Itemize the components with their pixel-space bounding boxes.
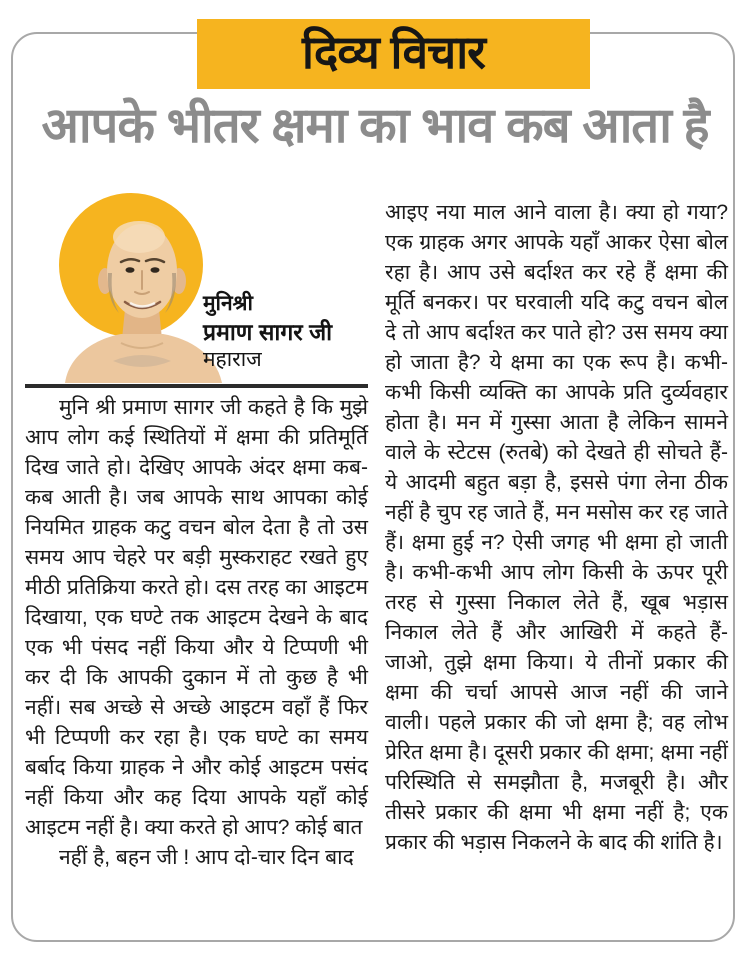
author-photo-block: [25, 192, 368, 384]
article-paragraph-right-1: आइए नया माल आने वाला है। क्या हो गया? एक ग्राहक अगर आपके यहाँ आकर ऐसा बोल रहा है। आप उसे बर्दाश्त कर रहे हैं क्षमा की मूर्ति बनकर। पर घरवाली यदि कटु वचन बोल दे तो आप बर्दाश्त कर पाते हो? उस समय क्या हो जाता है? ये क्षमा का एक रूप है। कभी-कभी किसी व्यक्ति का आपके प्रति दुर्व्यवहार होता है। मन में गुस्सा आता है लेकिन सामने वाले के स्टेटस (रुतबे) को देखते ही सोचते हैं- ये आदमी बहुत बड़ा है, इससे पंगा लेना ठीक नहीं है चुप रह जाते हैं, मन मसोस कर रह जाते हैं। क्षमा हुई न? ऐसी जगह भी क्षमा हो जाती है। कभी-कभी आप लोग किसी के ऊपर पूरी तरह से गुस्सा निकाल लेते हैं, खूब भड़ास निकाल लेते हैं और आखिरी में कहते हैं- जाओ, तुझे क्षमा किया। ये तीनों प्रकार की क्षमा की चर्चा आपसे आज नहीं की जाने वाली। पहले प्रकार की जो क्षमा है; वह लोभ प्रेरित क्षमा है। दूसरी प्रकार की क्षमा; क्षमा नहीं परिस्थिति से समझौता है, मजबूरी है। और तीसरे प्रकार की क्षमा भी क्षमा नहीं है; एक प्रकार की भड़ास निकलने के बाद की शांति है।: [385, 201, 728, 854]
article-paragraph-left-2: नहीं है, बहन जी ! आप दो-चार दिन बाद: [59, 846, 354, 869]
author-name: प्रमाण सागर जी: [203, 319, 333, 345]
article-paragraph-left-1: मुनि श्री प्रमाण सागर जी कहते है कि मुझे आप लोग कई स्थितियों में क्षमा की प्रतिमूर्ति दिख जाते हो। देखिए आपके अंदर क्षमा कब-कब आती है। जब आपके साथ आपका कोई नियमित ग्राहक कटु वचन बोल देता है तो उस समय आप चेहरे पर बड़ी मुस्कराहट रखते हुए मीठी प्रतिक्रिया करते हो। दस तरह का आइटम दिखाया, एक घण्टे तक आइटम देखने के बाद एक भी पंसद नहीं किया और ये टिप्पणी भी कर दी कि आपकी दुकान में तो कुछ है भी नहीं। सब अच्छे से अच्छे आइटम वहाँ हैं फिर भी टिप्पणी कर रहा है। एक घण्टे का समय बर्बाद किया ग्राहक ने और कोई आइटम पसंद नहीं किया और कह दिया आपके यहाँ कोई आइटम नहीं है। क्या करते हो आप? कोई बात: [25, 396, 368, 839]
section-banner: [197, 19, 590, 89]
article-body: [25, 192, 728, 932]
author-caption: [203, 290, 332, 374]
author-title: मुनिश्री: [203, 292, 253, 315]
article-headline: आपके भीतर क्षमा का भाव कब आता है: [41, 99, 709, 153]
author-honorific: महाराज: [203, 348, 262, 371]
left-column: [25, 192, 368, 932]
section-banner-label: दिव्य विचार: [302, 26, 485, 78]
right-column: [385, 192, 728, 932]
column-divider: [25, 384, 368, 388]
